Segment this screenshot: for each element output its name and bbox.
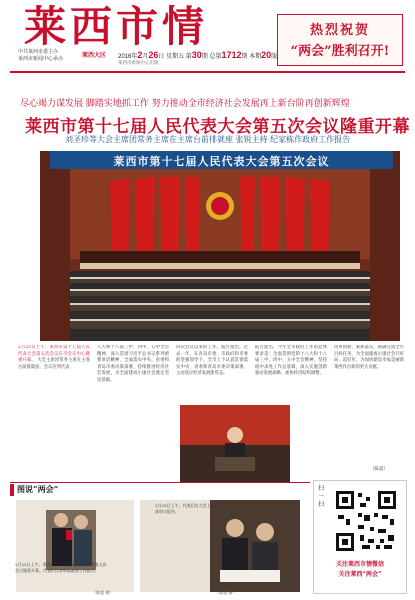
photo-credit-1: （陈超 摄） [92, 590, 114, 595]
date-prefix: 2016年 [118, 54, 138, 60]
issue-number: 30 [191, 50, 202, 60]
qr-caption-1: 关注莱西市情微信 [335, 561, 384, 568]
issue-mid2: 期 本期 [241, 54, 262, 60]
qr-code-icon[interactable] [334, 489, 398, 553]
article-column-2: 八大和十八届三中、四中、五中全会精神，深入贯彻习近平总书记系列重要讲话精神，全面落实中央、省委和青岛市委决策部署，持续推进经济社会发展，为全面建成小康社会奠定坚实基础。 [97, 345, 169, 383]
inset-photo-speaker [180, 405, 290, 483]
photo-delegates [16, 500, 134, 592]
article-column-3: 四次会议以来的工作。报告指出，过去一年，在青岛市委、市政府和市委的坚强领导下，全市上下认真贯彻落实中央、省委和青岛市委决策部署，主动适应经济发展新常态。 [176, 345, 248, 377]
main-photo-conference-hall [40, 151, 400, 341]
date-day: 26 [148, 50, 159, 60]
article-column-1 [18, 345, 90, 475]
section-marker [10, 484, 14, 496]
congrats-line-1: 热烈祝贺 [309, 23, 370, 38]
publisher-info [18, 49, 78, 63]
qr-scan-label: 扫一扫 [318, 485, 325, 508]
qr-caption-2: 关注莱西“两会” [338, 571, 382, 578]
photo-caption-1: 2月25日上午，莱西市第十七届人民代表大会第五次会议隆重开幕。代表们认真听取政府工作报告。 [15, 562, 107, 573]
masthead-divider [10, 71, 405, 73]
main-headline: 莱西市第十七届人民代表大会第五次会议隆重开幕 [25, 117, 410, 137]
banner-text: 莱西市第十七届人民代表大会第五次会议 [113, 155, 330, 168]
photo-credit-2: （陈超 摄） [215, 590, 237, 595]
article-column-5: 改革创新，狠抓落实，圆满完成全年目标任务，为全面建成小康社会开好局、起好步，为加快建设幸福美丽新莱西作出新的更大贡献。 [334, 345, 404, 370]
issue-date-line [118, 50, 277, 60]
section-divider [10, 482, 310, 483]
subheadline: 刘圣珍等大会主席团常务主席在主席台前排就座 张锐主持 纪家栋作政府工作报告 [65, 135, 351, 144]
congratulations-box [277, 14, 403, 66]
newspaper-title: 莱西市情 [24, 2, 209, 51]
issue-suffix: 版 [271, 54, 278, 60]
article-column-4: 报告提出，今年全市政府工作的总体要求是：全面贯彻党的十八大和十八届三中、四中、五中全会精神，坚持稳中求进工作总基调，深入实施创新驱动发展战略，加快经济结构调整。 [255, 345, 327, 377]
article-lead: 2月25日上午，莱西市第十七届人民代表大会第五次会议在市会议中心隆重开幕。 [18, 345, 90, 364]
date-month: 2 [137, 50, 143, 60]
brand-logo: 莱西大区 [82, 52, 107, 59]
publisher-line-1: 中共莱西市委主办 [18, 49, 59, 55]
issue-total: 1712 [221, 50, 242, 60]
publisher-subline: 莱西市新闻中心出版 [118, 60, 159, 65]
photo-banner [50, 151, 393, 169]
qr-code-panel [313, 480, 407, 594]
page-count: 20 [261, 50, 272, 60]
kicker-headline: 尽心竭力谋发展 脚踏实地抓工作 努力推动全市经济社会发展再上新台阶再创新辉煌 [20, 99, 350, 109]
issue-prefix: 第 [185, 54, 192, 60]
masthead [0, 0, 415, 68]
reporter-byline: （陈超） [370, 467, 388, 472]
issue-mid: 期 总第 [201, 54, 222, 60]
date-mid: 月 [142, 54, 149, 60]
date-suffix: 日 星期五 [158, 54, 185, 60]
congrats-line-2: “两会”胜利召开! [290, 44, 390, 59]
publisher-line-2: 莱西市新闻中心承办 [18, 56, 64, 62]
article-text-1: 大会主席团常务主席在主席台前排就座。会议应到代表 [18, 358, 90, 370]
photo-caption-2: 2月25日上午，代表们在大会上认真审议报告。 [155, 503, 215, 514]
picture-news-title: 图说“两会” [17, 484, 59, 494]
